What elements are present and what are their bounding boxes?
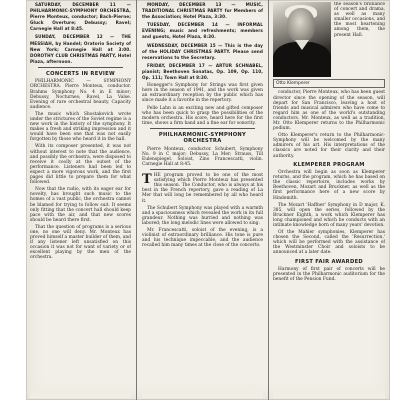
- event-listing: [142, 63, 263, 81]
- program-paragraph: The Mozart 'Haffner' Symphony in D major, K. 385, will open the series, followed by the Bruckner Eighth, a work which Klemperer has long championed and which he conducts with an intimate knowledge born of many years' devotion.: [273, 202, 385, 228]
- divider: [150, 169, 255, 170]
- portrait-photo: [273, 2, 331, 77]
- divider: [38, 67, 123, 68]
- event-listing: [30, 2, 131, 32]
- event-text: TUESDAY, DECEMBER 14 — INFORMAL EVENING; music and refreshments; members and guests, Hotel Plaza, 8:30.: [142, 22, 263, 40]
- divider: [150, 128, 255, 129]
- article-paragraph: Otto Klemperer's return to the Philharmonic-Symphony will be welcomed by the many admirers of his art. His interpretations of the classics are noted for their clarity and their authority.: [273, 133, 385, 159]
- event-text: SUNDAY, DECEMBER 12 — THE MESSIAH, by Handel; Oratorio Society of New York; Carnegie Hall at 3:00. DOROTHY CLUB CHRISTMAS PARTY, Hotel Plaza, afternoon.: [30, 34, 131, 64]
- column-3: [273, 2, 385, 398]
- drop-cap: T: [142, 172, 152, 188]
- first-fair-heading: FIRST FAIR AWARDED: [294, 258, 364, 265]
- essay-paragraph: Mr. Francescatti, soloist of the evening, is a violinist of extraordinary brilliance. His tone is pure and his technique impeccable, and the audience recalled him many times at the close of the concerto.: [142, 228, 263, 249]
- klemperer-program-heading: KLEMPERER PROGRAM: [293, 161, 365, 168]
- event-listing: [142, 43, 263, 61]
- portrait-face: [287, 8, 315, 42]
- column-2: [142, 2, 263, 398]
- article-paragraph: Pelle Lahn is an exciting new and gifted composer who has been quick to grasp the possibilities of the modern orchestra. His score, heard here for the first time, shows a firm hand and a fine ear for sonority.: [142, 105, 263, 126]
- review-paragraph: With its composer presented, it was not without interest to note that the audience, and possibly the orchestra, were disposed to receive it coolly at the outset of the performance. Listeners had been led to expect a more vigorous work, and the first pages did little to prepare them for what followed.: [30, 144, 131, 186]
- article-paragraph: Honegger's Symphony for Strings was first given here in the season of 1941, and the work was given an extraordinary reception by the public which has since made it a favorite in the repertory.: [142, 83, 263, 104]
- page-edge-fade: [142, 388, 263, 398]
- program-listing: Pierre Monteux, conductor. Schubert, Symphony No. 9 in C major; Debussy, La Mer; Strauss, Till Eulenspiegel. Soloist, Zino Francescatti, violin. Carnegie Hall at 8:45.: [142, 146, 263, 167]
- column-rule: [268, 0, 269, 400]
- review-paragraph: PHILHARMONIC — SYMPHONY ORCHESTRA. Pierre Monteux, conductor. Brahms Symphony No. 4 in E minor; Debussy, Nocturnes; Ravel, La Valse. Evening of rare orchestral beauty. Capacity audience.: [30, 79, 131, 110]
- closing-paragraph: Harmony of first pair of concerts will be presented in the Philharmonic auditorium for the benefit of the Pension Fund.: [273, 266, 385, 283]
- photo-caption: Otto Klemperer: [273, 79, 385, 88]
- program-paragraph: Of the Mahler symphonies, Klemperer has chosen the Second, called the 'Resurrection,' which will be performed with the assistance of the Westminster Choir and soloists to be announced at a later date.: [273, 230, 385, 256]
- review-paragraph: That the question of programs is a serious one, no one will deny. Mr. Monteux has proved himself a master builder of them, and if any listener left unsatisfied on this occasion it was not for want of variety or of excellent playing by the men of the orchestra.: [30, 224, 131, 261]
- event-listing: [142, 22, 263, 40]
- event-text: WEDNESDAY, DECEMBER 15 — This is the day of the HOLIDAY CHRISTMAS PARTY. Please send reservations to the Secretary.: [142, 42, 263, 60]
- page-edge-fade: [273, 388, 385, 398]
- event-text: SATURDAY, DECEMBER 11 — PHILHARMONIC-SYMPHONY ORCHESTRA, Pierre Monteux, conductor; Bach-Pierne; Gluck Overture; Debussy; Ravel; Carnegie Hall at 8:45.: [30, 2, 131, 32]
- review-paragraph: The music which Shostakovich wrote under the strictures of the Soviet regime is a new work in the history of the symphony. It makes a fresh and striking impression and it would have been one that was not easily forgotten by those who heard it in the hall.: [30, 111, 131, 143]
- intro-paragraph: the season's brilliance of concert and drama, as well as many smaller occasions, and the most heartening among them, the present Hall.: [334, 2, 385, 38]
- program-paragraph: Orchestra will begin as soon as Klemperer returns, and the program, which he has based on the classic repertoire, includes works by Beethoven, Mozart and Bruckner, as well as the first performance here of a new score by Hindemith.: [273, 170, 385, 201]
- philharmonic-heading: PHILHARMONIC-SYMPHONY ORCHESTRA: [158, 131, 247, 145]
- newspaper-scan: [26, 0, 390, 400]
- essay-paragraph: The Schubert Symphony was played with a warmth and a spaciousness which revealed the work in its full grandeur. Nothing was hurried and nothing was labored; the long melodic lines were allowed to sing.: [142, 205, 263, 226]
- essay-text: HE program proved to be one of the most satisfying which Pierre Monteux has presented this season. The Conductor, who is always at his best in the French repertory, gave a reading of La Mer that will long be remembered by all who heard it.: [142, 173, 263, 204]
- page-edge-fade: [30, 388, 131, 398]
- event-listing: [142, 2, 263, 20]
- article-paragraph: conductor, Pierre Monteux, who has been guest director since the opening of the season, will depart for San Francisco, leaving a host of friends and musical admirers who have come to regard him as one of the world's outstanding conductors. Mr. Monteux, as well as a tradition, Mr. Otto Klemperer returns to the Philharmonic podium.: [273, 90, 385, 132]
- event-listing: [30, 34, 131, 64]
- column-rule: [136, 0, 137, 400]
- review-paragraph: Now that the radio, with its eager ear for novelty, has brought such music to the homes of a vast public, the orchestra cannot be blamed for trying to follow suit. It seems only fitting that the concert hall should keep pace with the air, and that new scores should be heard there first.: [30, 187, 131, 223]
- concerts-in-review-heading: CONCERTS IN REVIEW: [46, 70, 115, 77]
- column-1: [30, 2, 131, 398]
- essay-paragraph: [142, 173, 263, 204]
- event-text: MONDAY, DECEMBER 13 — MUSIC, TRADITIONAL CHRISTMAS PARTY for Members of the Association; Hotel Plaza, 3:30.: [142, 2, 263, 20]
- event-text: FRIDAY, DECEMBER 17 — ARTUR SCHNABEL, pianist; Beethoven Sonatas, Op. 109, Op. 110, Op. 111; Town Hall at 8:30.: [142, 62, 263, 81]
